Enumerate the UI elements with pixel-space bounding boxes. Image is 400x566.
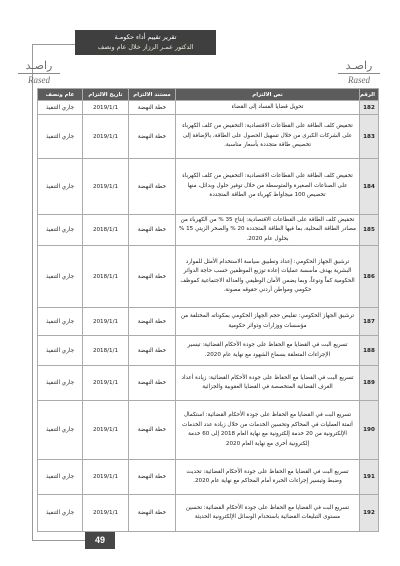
row-number-cell: 185 <box>360 215 379 246</box>
rased-logo-left <box>16 60 62 85</box>
date-cell <box>83 215 129 246</box>
rased-logo-arabic: راصـد <box>345 59 373 72</box>
date-value: 2019/1/1 <box>92 318 119 325</box>
date-value: 2018/1/1 <box>92 227 119 234</box>
date-value: 2018/1/1 <box>92 347 119 354</box>
rased-logo-arabic: راصـد <box>25 59 53 72</box>
table-header-row <box>38 89 379 101</box>
document-cell: خطة النهضة <box>129 336 176 366</box>
column-header-date: تاريخ الالتزام <box>83 89 129 101</box>
date-value: 2019/1/1 <box>92 104 119 111</box>
document-cell: خطة النهضة <box>129 215 176 246</box>
status-cell: جاري التنفيذ <box>38 215 83 246</box>
date-cell <box>83 495 129 532</box>
status-cell: جاري التنفيذ <box>38 495 83 532</box>
row-number-cell: 191 <box>360 460 379 495</box>
commitment-text-cell: تسريع البت في القضايا مع الحفاظ على جودة الأحكام القضائية: تحديث وضبط وتيسير إجراءات الخبرة أمام المحاكم مع نهاية عام 2020. <box>176 460 360 495</box>
status-cell: جاري التنفيذ <box>38 308 83 336</box>
report-title-box <box>75 30 216 55</box>
commitment-text-cell: تسريع البت في القضايا مع الحفاظ على جودة الأحكام القضائية: تيسير الإجراءات المتعلقة بسماع الشهود مع نهاية عام 2020. <box>176 336 360 366</box>
document-cell: خطة النهضة <box>129 246 176 308</box>
date-cell <box>83 336 129 366</box>
rased-logo-latin: Rased <box>28 75 50 85</box>
status-cell: جاري التنفيذ <box>38 115 83 159</box>
document-cell: خطة النهضة <box>129 401 176 460</box>
table-row <box>38 215 379 246</box>
date-cell <box>83 401 129 460</box>
frame-top-line <box>32 44 75 45</box>
status-cell: جاري التنفيذ <box>38 336 83 366</box>
table-row <box>38 401 379 460</box>
date-cell <box>83 460 129 495</box>
commitment-text-cell: تسريع البت في القضايا مع الحفاظ على جودة الأحكام القضائية: زيادة أعداد الغرف القضائية المتخصصة في القضايا العقوبية والجزائية <box>176 366 360 401</box>
document-cell: خطة النهضة <box>129 159 176 215</box>
rased-logo-right <box>336 60 382 85</box>
rased-logo-divider <box>338 73 380 74</box>
commitments-table <box>37 88 379 532</box>
row-number-cell: 190 <box>360 401 379 460</box>
row-number-cell: 188 <box>360 336 379 366</box>
row-number-cell: 184 <box>360 159 379 215</box>
report-title-line-1: تقرير تقييم أداء حكومـة <box>114 33 177 41</box>
document-cell: خطة النهضة <box>129 366 176 401</box>
table-row <box>38 308 379 336</box>
status-cell: جاري التنفيذ <box>38 401 83 460</box>
column-header-number: الرقم <box>360 89 379 101</box>
date-cell <box>83 101 129 115</box>
page-number: 49 <box>85 532 115 549</box>
table-row <box>38 336 379 366</box>
table-row <box>38 246 379 308</box>
commitment-text-cell: ترشيق الجهاز الحكومي: تقليص حجم الجهاز الحكومي بمكوناته المختلفة من مؤسسات ووزارات ودوائر حكومية <box>176 308 360 336</box>
commitment-text-cell: تحويل قضايا الفساد إلى القضاء <box>176 101 360 115</box>
date-cell <box>83 115 129 159</box>
row-number-cell: 182 <box>360 101 379 115</box>
table-row <box>38 460 379 495</box>
row-number-cell: 187 <box>360 308 379 336</box>
status-cell: جاري التنفيذ <box>38 246 83 308</box>
row-number-cell: 186 <box>360 246 379 308</box>
date-value: 2019/1/1 <box>92 380 119 387</box>
status-cell: جاري التنفيذ <box>38 460 83 495</box>
document-cell: خطة النهضة <box>129 308 176 336</box>
commitment-text-cell: تخفيض كلف الطاقة على القطاعات الاقتصادية: إنتاج 35 % من الكهرباء من مصادر الطاقة المحلية، بما فيها الطاقة المتجددة 20 % والصخر الزيتي 15 % بحلول عام 2020. <box>176 215 360 246</box>
commitment-text-cell: ترشيق الجهاز الحكومي: إعداد وتطبيق سياسة الاستخدام الأمثل للموارد البشرية بهدف مأسسة عمليات إعادة توزيع الموظفين حسب حاجة الدوائر الحكومية كماً ونوعاً، وبما يضمن الأمان الوظيفي والعدالة الاجتماعية كموظف حكومي ومواطن أردني حقوقه مصونة. <box>176 246 360 308</box>
table-row <box>38 366 379 401</box>
date-value: 2018/1/1 <box>92 273 119 280</box>
row-number-cell: 189 <box>360 366 379 401</box>
status-cell: جاري التنفيذ <box>38 101 83 115</box>
document-cell: خطة النهضة <box>129 460 176 495</box>
date-value: 2019/1/1 <box>92 427 119 434</box>
row-number-cell: 192 <box>360 495 379 532</box>
date-value: 2019/1/1 <box>92 510 119 517</box>
date-value: 2019/1/1 <box>92 183 119 190</box>
frame-bottom-line <box>32 540 85 541</box>
date-value: 2019/1/1 <box>92 474 119 481</box>
document-cell: خطة النهضة <box>129 115 176 159</box>
commitment-text-cell: تسريع البت في القضايا مع الحفاظ على جودة الأحكام القضائية: تحسين مستوى التبليغات القضائية باستخدام الوسائل الإلكترونية الحديثة <box>176 495 360 532</box>
table-row <box>38 115 379 159</box>
commitment-text-cell: تخفيض كلف الطاقة على القطاعات الاقتصادية: التخفيض من كلف الكهرباء على الشركات الكبرى من خلال تسهيل الحصول على الطاقة، بالإضافة إلى تخصيص طاقة متجددة بأسعار مناسبة. <box>176 115 360 159</box>
column-header-document: مستند الالتزام <box>129 89 176 101</box>
commitment-text-cell: تخفيض كلف الطاقة على القطاعات الاقتصادية: التخفيض من كلف الكهرباء على الصناعات الصغيرة والمتوسطة من خلال توفير حلول وبدائل، منها تخصيص 100 ميجاواط كهرباء من الطاقة المتجددة <box>176 159 360 215</box>
frame-left-line <box>32 44 33 541</box>
column-header-text: نص الالتزام <box>176 89 360 101</box>
date-value: 2019/1/1 <box>92 133 119 140</box>
report-title-line-2: الدكتور عمـر الرزاز خلال عام ونصف <box>97 43 194 51</box>
date-cell <box>83 159 129 215</box>
table-row <box>38 101 379 115</box>
row-number-cell: 183 <box>360 115 379 159</box>
date-cell <box>83 366 129 401</box>
date-cell <box>83 246 129 308</box>
date-cell <box>83 308 129 336</box>
rased-logo-latin: Rased <box>348 75 370 85</box>
commitment-text-cell: تسريع البت في القضايا مع الحفاظ على جودة الأحكام القضائية: استكمال أتمتة العمليات في المحاكم وتحسين الخدمات من خلال زيادة عدد الخدمات الإلكترونية من 20 خدمة إلكترونية مع نهاية العام 2018 إلى 60 خدمة إلكترونية أخرى مع نهاية العام 2020 <box>176 401 360 460</box>
document-cell: خطة النهضة <box>129 495 176 532</box>
table-row <box>38 495 379 532</box>
rased-logo-divider <box>18 73 60 74</box>
status-cell: جاري التنفيذ <box>38 366 83 401</box>
table-row <box>38 159 379 215</box>
status-cell: جاري التنفيذ <box>38 159 83 215</box>
document-cell: خطة النهضة <box>129 101 176 115</box>
column-header-status: عام ونصف <box>38 89 83 101</box>
